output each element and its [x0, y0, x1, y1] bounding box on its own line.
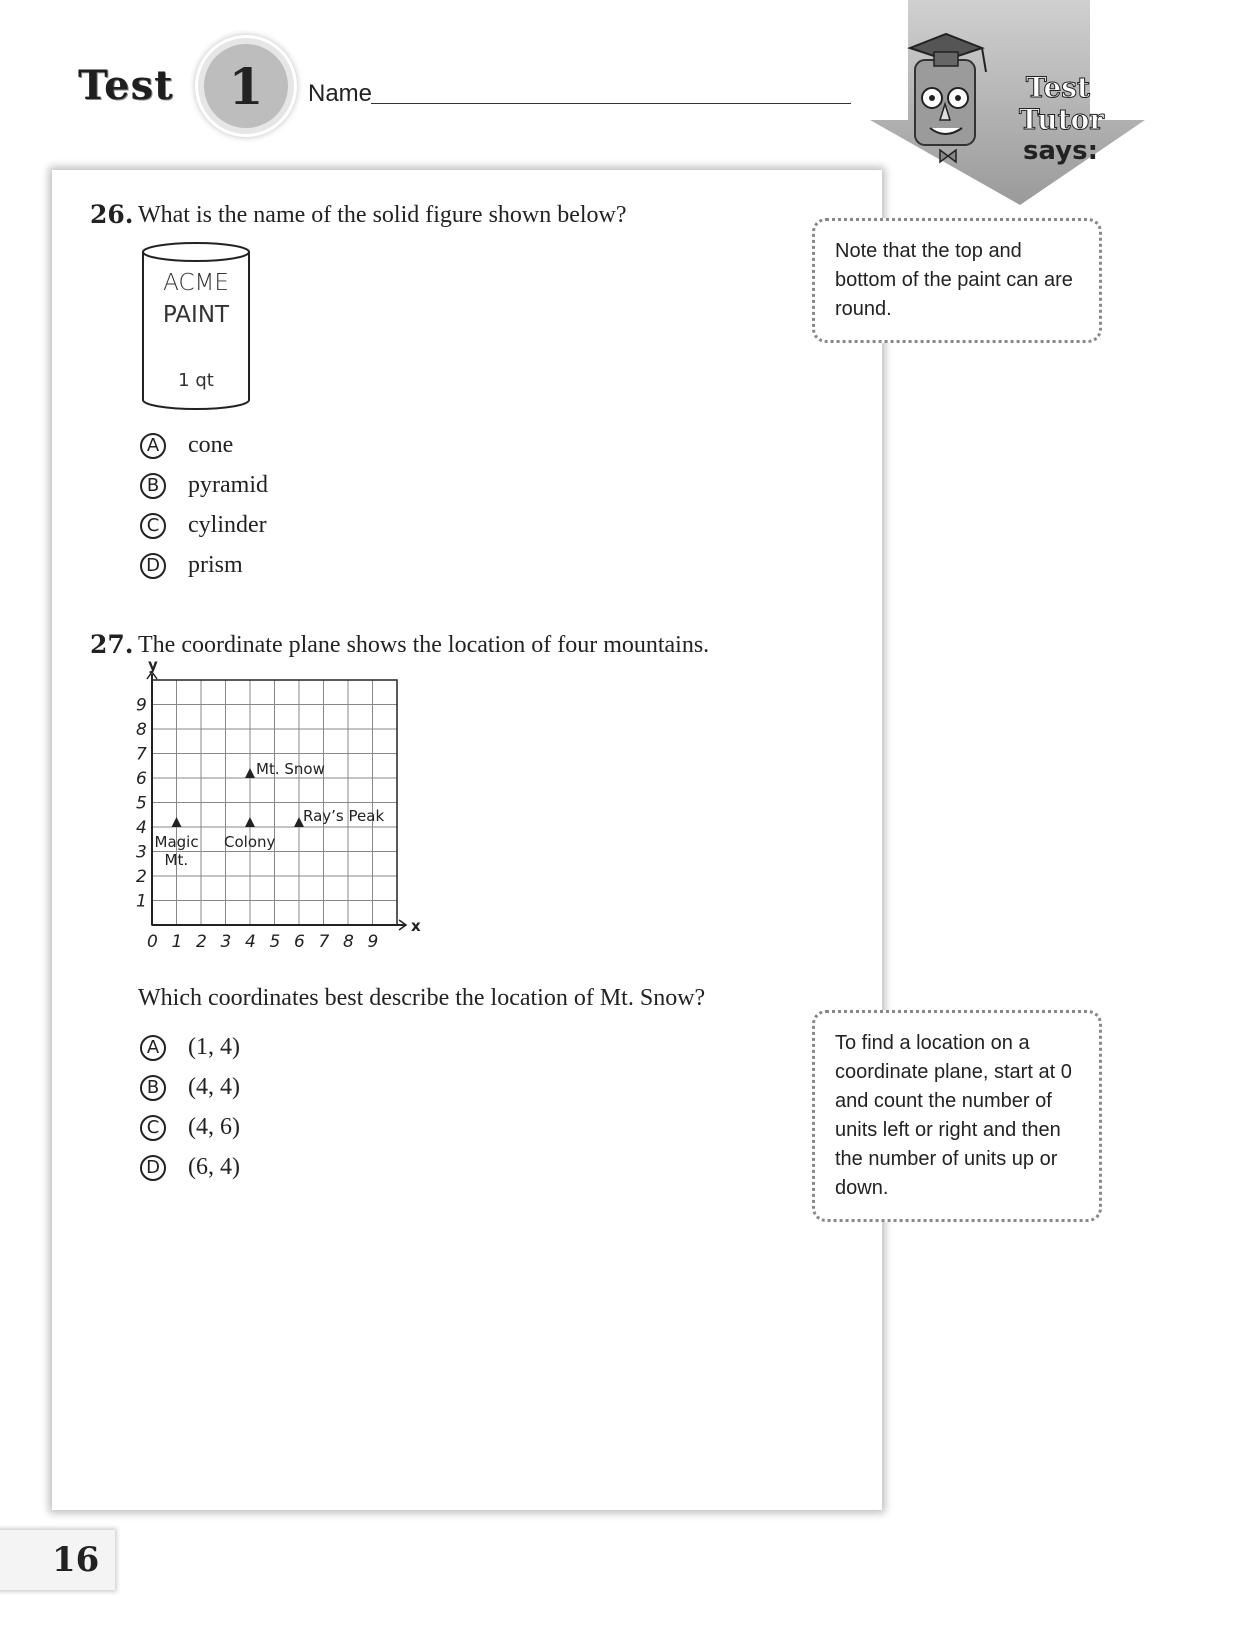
- question-26-number: 26.: [90, 200, 134, 229]
- tutor-tip-text-2: To find a location on a coordinate plane, start at 0 and count the number of units left or right and then the number of units up or down.: [835, 1032, 1072, 1199]
- option-text: pyramid: [188, 472, 268, 498]
- test-tutor-graphic: [900, 0, 1160, 210]
- x-tick-label: 0: [147, 932, 158, 952]
- option-letter: D: [140, 1155, 166, 1181]
- x-tick-label: 6: [294, 932, 305, 952]
- option-letter: B: [140, 473, 166, 499]
- option-text: (6, 4): [188, 1154, 240, 1180]
- question-26-text: What is the name of the solid figure shown below?: [138, 202, 627, 228]
- q27-option-b[interactable]: [140, 1074, 240, 1101]
- mountain-marker: [172, 817, 182, 827]
- x-axis-label: x: [411, 917, 421, 935]
- x-tick-label: 7: [318, 932, 330, 952]
- question-27-number: 27.: [90, 630, 134, 659]
- tutor-line-3: says:: [1022, 136, 1098, 166]
- test-number: 1: [204, 44, 288, 128]
- x-tick-label: 1: [171, 932, 183, 952]
- test-label: Test: [78, 62, 174, 109]
- x-tick-label: 8: [343, 932, 354, 952]
- q26-option-c[interactable]: [140, 512, 267, 539]
- option-text: (1, 4): [188, 1034, 240, 1060]
- tutor-line-1: Test: [1025, 71, 1090, 104]
- option-letter: B: [140, 1075, 166, 1101]
- q26-option-b[interactable]: [140, 472, 268, 499]
- mountain-marker: [245, 768, 255, 778]
- test-number-badge: [198, 38, 294, 134]
- q26-option-d[interactable]: [140, 552, 243, 579]
- option-letter: D: [140, 553, 166, 579]
- y-tick-label: 7: [136, 744, 147, 765]
- y-tick-label: 5: [136, 793, 147, 814]
- q27-option-c[interactable]: [140, 1114, 240, 1141]
- tutor-line-2: Tutor: [1019, 103, 1104, 136]
- y-tick-label: 1: [136, 891, 147, 912]
- option-text: (4, 6): [188, 1114, 240, 1140]
- can-size-label: 1 qt: [178, 370, 214, 391]
- tutor-tip-box-1: [812, 218, 1102, 343]
- q26-option-a[interactable]: [140, 432, 233, 459]
- question-27-prompt: Which coordinates best describe the location of Mt. Snow?: [138, 985, 706, 1011]
- y-axis-label: y: [148, 656, 158, 674]
- paint-can-figure: [140, 240, 252, 414]
- point-label-colony: Colony: [224, 833, 276, 851]
- page-number: 16: [52, 1540, 100, 1580]
- tutor-tip-text-1: Note that the top and bottom of the paint can are round.: [835, 240, 1073, 320]
- name-label: Name: [308, 80, 373, 107]
- y-tick-label: 8: [136, 720, 147, 740]
- name-line: [371, 103, 851, 104]
- can-label-line-2: PAINT: [162, 302, 230, 328]
- option-text: cylinder: [188, 512, 267, 538]
- y-tick-label: 4: [136, 818, 147, 838]
- y-tick-label: 2: [136, 867, 147, 887]
- x-tick-label: 5: [269, 932, 281, 952]
- can-label-line-1: ACME: [163, 270, 229, 296]
- q27-option-d[interactable]: [140, 1154, 240, 1181]
- option-letter: A: [140, 1035, 166, 1061]
- q27-option-a[interactable]: [140, 1034, 240, 1061]
- option-text: (4, 4): [188, 1074, 240, 1100]
- point-label-rays-peak: Ray’s Peak: [303, 807, 385, 825]
- point-label-mt-snow: Mt. Snow: [256, 760, 325, 778]
- point-label-magic-mt: Magic: [154, 833, 199, 851]
- mountain-marker: [245, 817, 255, 827]
- option-letter: A: [140, 433, 166, 459]
- x-tick-label: 4: [245, 932, 256, 952]
- coordinate-plane-chart: [112, 656, 432, 970]
- y-tick-label: 6: [136, 769, 147, 789]
- question-card: [52, 170, 882, 1510]
- y-tick-label: 3: [136, 842, 147, 863]
- y-tick-label: 9: [136, 695, 147, 716]
- option-text: prism: [188, 552, 243, 578]
- option-text: cone: [188, 432, 234, 458]
- tutor-tip-box-2: [812, 1010, 1102, 1222]
- x-tick-label: 3: [220, 932, 232, 952]
- x-tick-label: 2: [196, 932, 207, 952]
- option-letter: C: [140, 1115, 166, 1141]
- point-label-magic-mt-line-2: Mt.: [164, 851, 189, 869]
- option-letter: C: [140, 513, 166, 539]
- question-27-text: The coordinate plane shows the location of four mountains.: [138, 632, 710, 658]
- x-tick-label: 9: [367, 932, 379, 952]
